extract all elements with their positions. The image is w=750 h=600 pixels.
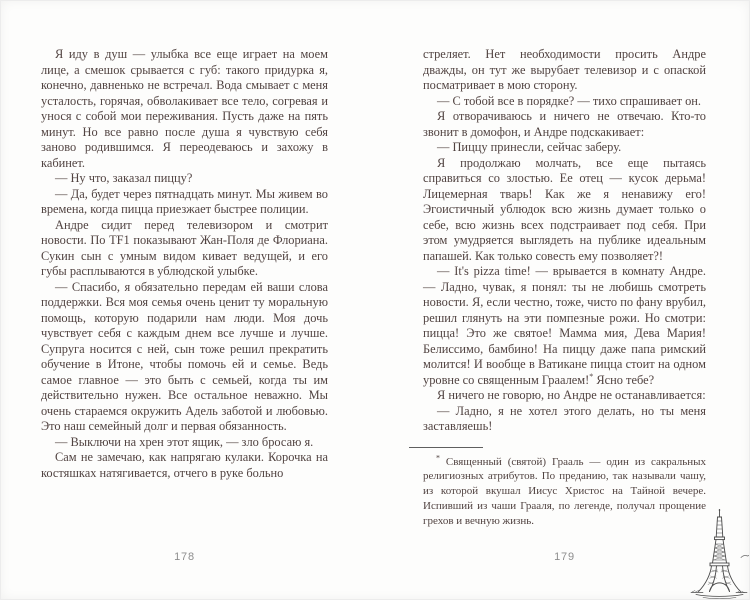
paragraph: Сам не замечаю, как напрягаю кулаки. Корочка на костяшках натягивается, отчего в руке больно bbox=[41, 450, 328, 480]
paragraph: Я ничего не говорю, но Андре не останавливается: bbox=[437, 388, 706, 402]
left-page-text bbox=[41, 47, 328, 481]
bird-sketch-icon bbox=[740, 549, 750, 559]
paragraph: Я иду в душ — улыбка все еще играет на моем лице, а смешок срывается с губ: такого придурка я, конечно, давненько не встречал. Вода смывает с меня усталость, горячая, обволакивает все тело, согревая и унося с собой мои переживания. Пусть даже на пять минут. Но все равно после душа я чувствую себя заново родившимся. Я переодеваюсь и захожу в кабинет. bbox=[41, 47, 328, 170]
footnote bbox=[423, 447, 706, 529]
footnote-body: Священный (святой) Грааль — один из сакральных религиозных атрибутов. По преданию, так называли чашу, из которой вкушал Иисус Христос на Тайной вечере. Испивший из чаши Грааля, по легенде, получал прощение грехов и вечную жизнь. bbox=[423, 455, 706, 527]
footnote-text bbox=[423, 452, 706, 529]
paragraph: Андре сидит перед телевизором и смотрит новости. По TF1 показывают Жан-Поля де Флориана. Сукин сын с умным видом кивает ведущей, и его губы расплываются в ублюдской улыбке. bbox=[41, 217, 328, 278]
right-page-text bbox=[423, 47, 706, 528]
paragraph: — Да, будет через пятнадцать минут. Мы живем во времена, когда пицца приезжает быстрее полиции. bbox=[41, 186, 328, 216]
paragraph: — Пиццу принесли, сейчас заберу. bbox=[437, 140, 622, 154]
paragraph: Я отворачиваюсь и ничего не отвечаю. Кто-то звонит в домофон, и Андре подскакивает: bbox=[423, 109, 706, 139]
paragraph: — Ладно, я не хотел этого делать, но ты меня заставляешь! bbox=[423, 403, 706, 433]
paragraph: — С тобой все в порядке? — тихо спрашивает он. bbox=[437, 93, 702, 108]
page-number-left: 178 bbox=[174, 551, 195, 563]
paragraph: — It's pizza time! — врывается в комнату Андре. — Ладно, чувак, я понял: ты не любишь смотреть новости. Я, если честно, тоже, чисто по фану врубил, решил глянуть на эти помпезные рожи. Но смотри: пицца! Это же святое! Мамма мия, Дева Мария! Белиссимо, бамбино! На пиццу даже папа римский молится! И вообще в Ватикане пицца стоит на одном уровне со священным Граалем!* Ясно тебе? bbox=[423, 264, 706, 387]
right-page-paragraphs bbox=[423, 47, 706, 435]
paragraph: стреляет. Нет необходимости просить Андре дважды, он тут же вырубает телевизор и с опаской посматривает в мою сторону. bbox=[423, 47, 706, 92]
paragraph: — Выключи на хрен этот ящик, — зло бросаю я. bbox=[55, 434, 314, 449]
paragraph: — Спасибо, я обязательно передам ей ваши слова поддержки. Вся моя семья очень ценит ту моральную помощь, которую подарили нам люди. Моя дочь чувствует себя с каждым днем все лучше и лучше. Супруга носится с ней, сын тоже решил прекратить обучение в Итоне, чтобы помочь ей и семье. Ведь самое главное — это быть с семьей, когда ты им действительно нужен. Все остальное неважно. Мы очень стараемся окружить Адель заботой и любовью. Это наш семейный долг и первая обязанность. bbox=[41, 279, 328, 433]
page-number-right: 179 bbox=[554, 551, 575, 563]
footnote-marker: * bbox=[436, 452, 440, 462]
footnote-separator bbox=[409, 447, 483, 448]
paragraph: Я продолжаю молчать, все еще пытаясь справиться со злостью. Ее отец — кусок дерьма! Лицемерная тварь! Как же я ненавижу его! Эгоистичный ублюдок всю жизнь думает только о себе, всю жизнь всех подстраивает под себя. При этом умудряется выглядеть на публике идеальным папашей. Как только совесть ему позволяет?! bbox=[423, 155, 706, 263]
paragraph: — Ну что, заказал пиццу? bbox=[55, 171, 193, 185]
